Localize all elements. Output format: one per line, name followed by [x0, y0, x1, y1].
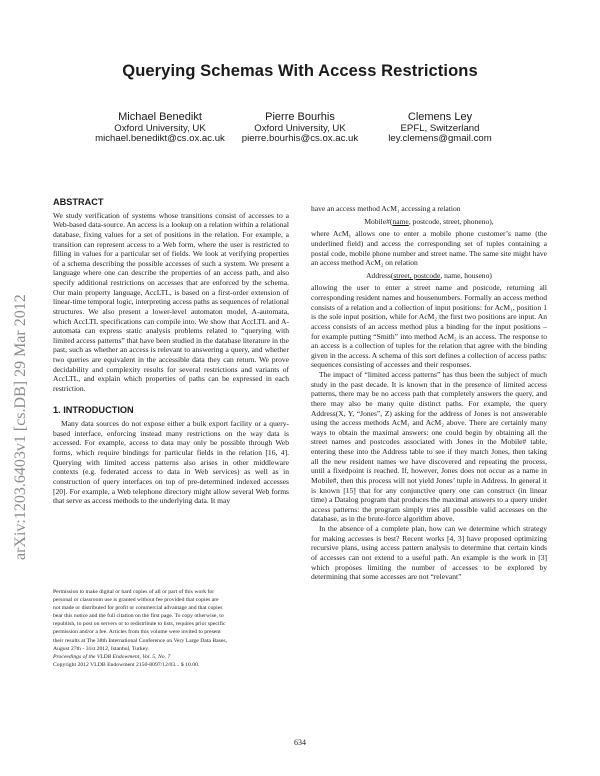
footnote-permission — [53, 588, 289, 669]
footnote-line: bear this notice and the full citation on the first page. To copy otherwise, to — [53, 613, 224, 620]
author-email: pierre.bourhis@cs.ox.ac.uk — [241, 133, 359, 144]
right-column — [311, 204, 547, 582]
formula-relation: Address( — [366, 270, 394, 280]
intro-heading: 1. INTRODUCTION — [53, 404, 134, 415]
author-name: Pierre Bourhis — [265, 111, 335, 123]
author-email: ley.clemens@gmail.com — [388, 133, 492, 144]
abstract-text: We study verification of systems whose transitions consist of accesses to a Web-based data-source. An access is a lookup on a relation within a relational database, fixing values for a set of positions in the relation. For example, a transition can represent access to a Web form, where the user is restricted to filling in values for a particular set of fields. We look at verifying properties of a schema describing the possible accesses of such a system. We present a language where one can describe the properties of an access path, and also specify additional restrictions on accesses that are enforced by the schema. Our main property language, AccLTL, is based on a first-order extension of linear-time temporal logic, interpreting access paths as sequences of relational structures. We also present a lower-level automaton model, A-automata, which AccLTL specifications can compile into. We show that AccLTL and A-automata can express static analysis problems related to “querying with limited access patterns” that have been studied in the database literature in the past, such as whether an access is relevant to answering a query, and whether two queries are equivalent in the accessible data they can return. We prove decidability and complexity results for several restrictions and variants of AccLTL, and explain which properties of paths can be expressed in each restriction. — [53, 210, 289, 393]
left-column — [53, 198, 289, 506]
right-para-2: where AcM₁ allows one to enter a mobile phone customer’s name (the underlined field) and access the corresponding set of tuples containing a postal code, mobile phone number and street name. The same site might have an access method AcM₂ on relation — [311, 229, 547, 268]
formula-fields: , postcode, street, phoneno), — [408, 216, 494, 226]
author-affiliation: Oxford University, UK — [254, 122, 346, 134]
formula-mobile — [311, 217, 547, 227]
footnote-line: Permission to make digital or hard copies of all or part of this work for — [53, 589, 215, 595]
formula-input-field: name — [392, 216, 409, 226]
author-name: Michael Benedikt — [118, 111, 202, 123]
formula-relation: Mobile#( — [364, 216, 393, 226]
abstract-heading: ABSTRACT — [53, 197, 104, 207]
footnote-line: August 27th - 31st 2012, Istanbul, Turkey. — [53, 645, 150, 652]
page-number: 634 — [294, 738, 306, 747]
intro-text: Many data sources do not expose either a bulk export facility or a query-based interface, enforcing instead many restrictions on the way data is accessed. For example, access to data may only be possible through Web forms, which require bindings for particular fields in the relation [16, 4]. Querying with limited access patterns also arises in other middleware contexts (e.g. federated access to data in Web services) as well as in construction of query interfaces on top of pre-determined indexed accesses [20]. For example, a Web telephone directory might allow several Web forms that serve as access methods to the underlying data. It may — [53, 419, 289, 506]
footnote-line: Proceedings of the VLDB Endowment, Vol. 5, No. 7 — [53, 653, 171, 660]
paper-title: Querying Schemas With Access Restrictions — [122, 62, 478, 80]
footnote-line: personal or classroom use is granted without fee provided that copies are — [53, 597, 219, 604]
author-email: michael.benedikt@cs.ox.ac.uk — [95, 133, 225, 144]
author-block-3 — [355, 112, 525, 145]
author-affiliation: EPFL, Switzerland — [400, 122, 480, 134]
author-name: Clemens Ley — [407, 111, 473, 123]
right-para-5: In the absence of a complete plan, how can we determine which strategy for making accesses is best? Recent works [4, 3] have proposed optimizing recursive plans, using access pattern analysis to determine that certain kinds of accesses can not extend to a useful path. An example is the work in [3] which proposes limiting the number of accesses to be explored by determining that some accesses are not “relevant” — [311, 524, 547, 582]
right-para-3: allowing the user to enter a street name and postcode, returning all corresponding resident names and housenumbers. Formally an access method consists of a relation and a collection of input positions: for AcM₁, position 1 is the sole input position, while for AcM₂ the first two positions are input. An access consists of an access method plus a binding for the input positions – for example putting “Smith” into method AcM₂ is an access. The response to an access is a collection of tuples for the relation that agree with the binding given in the access. A schema of this sort defines a collection of access paths: sequences consisting of accesses and their responses. — [311, 283, 547, 370]
footnote-line: not made or distributed for profit or commercial advantage and that copies — [53, 605, 223, 612]
formula-input-field: street, postcode — [393, 270, 441, 280]
right-para-1: have an access method AcM₁ accessing a relation — [311, 204, 461, 213]
author-affiliation: Oxford University, UK — [114, 122, 206, 134]
footnote-line: permission and/or a fee. Articles from this volume were invited to present — [53, 629, 221, 636]
footnote-line: their results at The 38th International Conference on Very Large Data Bases, — [53, 637, 228, 644]
formula-fields: , name, houseno) — [440, 270, 492, 280]
footnote-line: Copyright 2012 VLDB Endowment 2150-8097/12/03... $ 10.00. — [53, 661, 200, 668]
footnote-line: republish, to post on servers or to redistribute to lists, requires prior specific — [53, 621, 226, 628]
right-para-4: The impact of “limited access patterns” has thus been the subject of much study in the past decade. It is known that in the presence of limited access patterns, there may be no access path that completely answers the query, and there may also be many quite distinct paths. For example, the query Address(X, Y, “Jones”, Z) asking for the address of Jones is not answerable using the access methods AcM₁ and AcM₂ above. There are certainly many ways to obtain the maximal answers: one could begin by obtaining all the street names and postcodes associated with Jones in the Mobile# table, entering these into the Address table to see if they match Jones, then taking all the new resident names we have discovered and repeating the process, until a fixedpoint is reached. If, however, Jones does not occur as a name in Mobile#, then this process will not yield Jones’ tuple in Address. In general it is known [15] that for any conjunctive query one can construct (in linear time) a Datalog program that produces the maximal answers to a query under access patterns: the program simply tries all possible valid accesses on the database, as in the brute-force algorithm above. — [311, 370, 547, 524]
formula-address — [311, 271, 547, 281]
arxiv-stamp: arXiv:1203.6403v1 [cs.DB] 29 Mar 2012 — [12, 294, 29, 560]
